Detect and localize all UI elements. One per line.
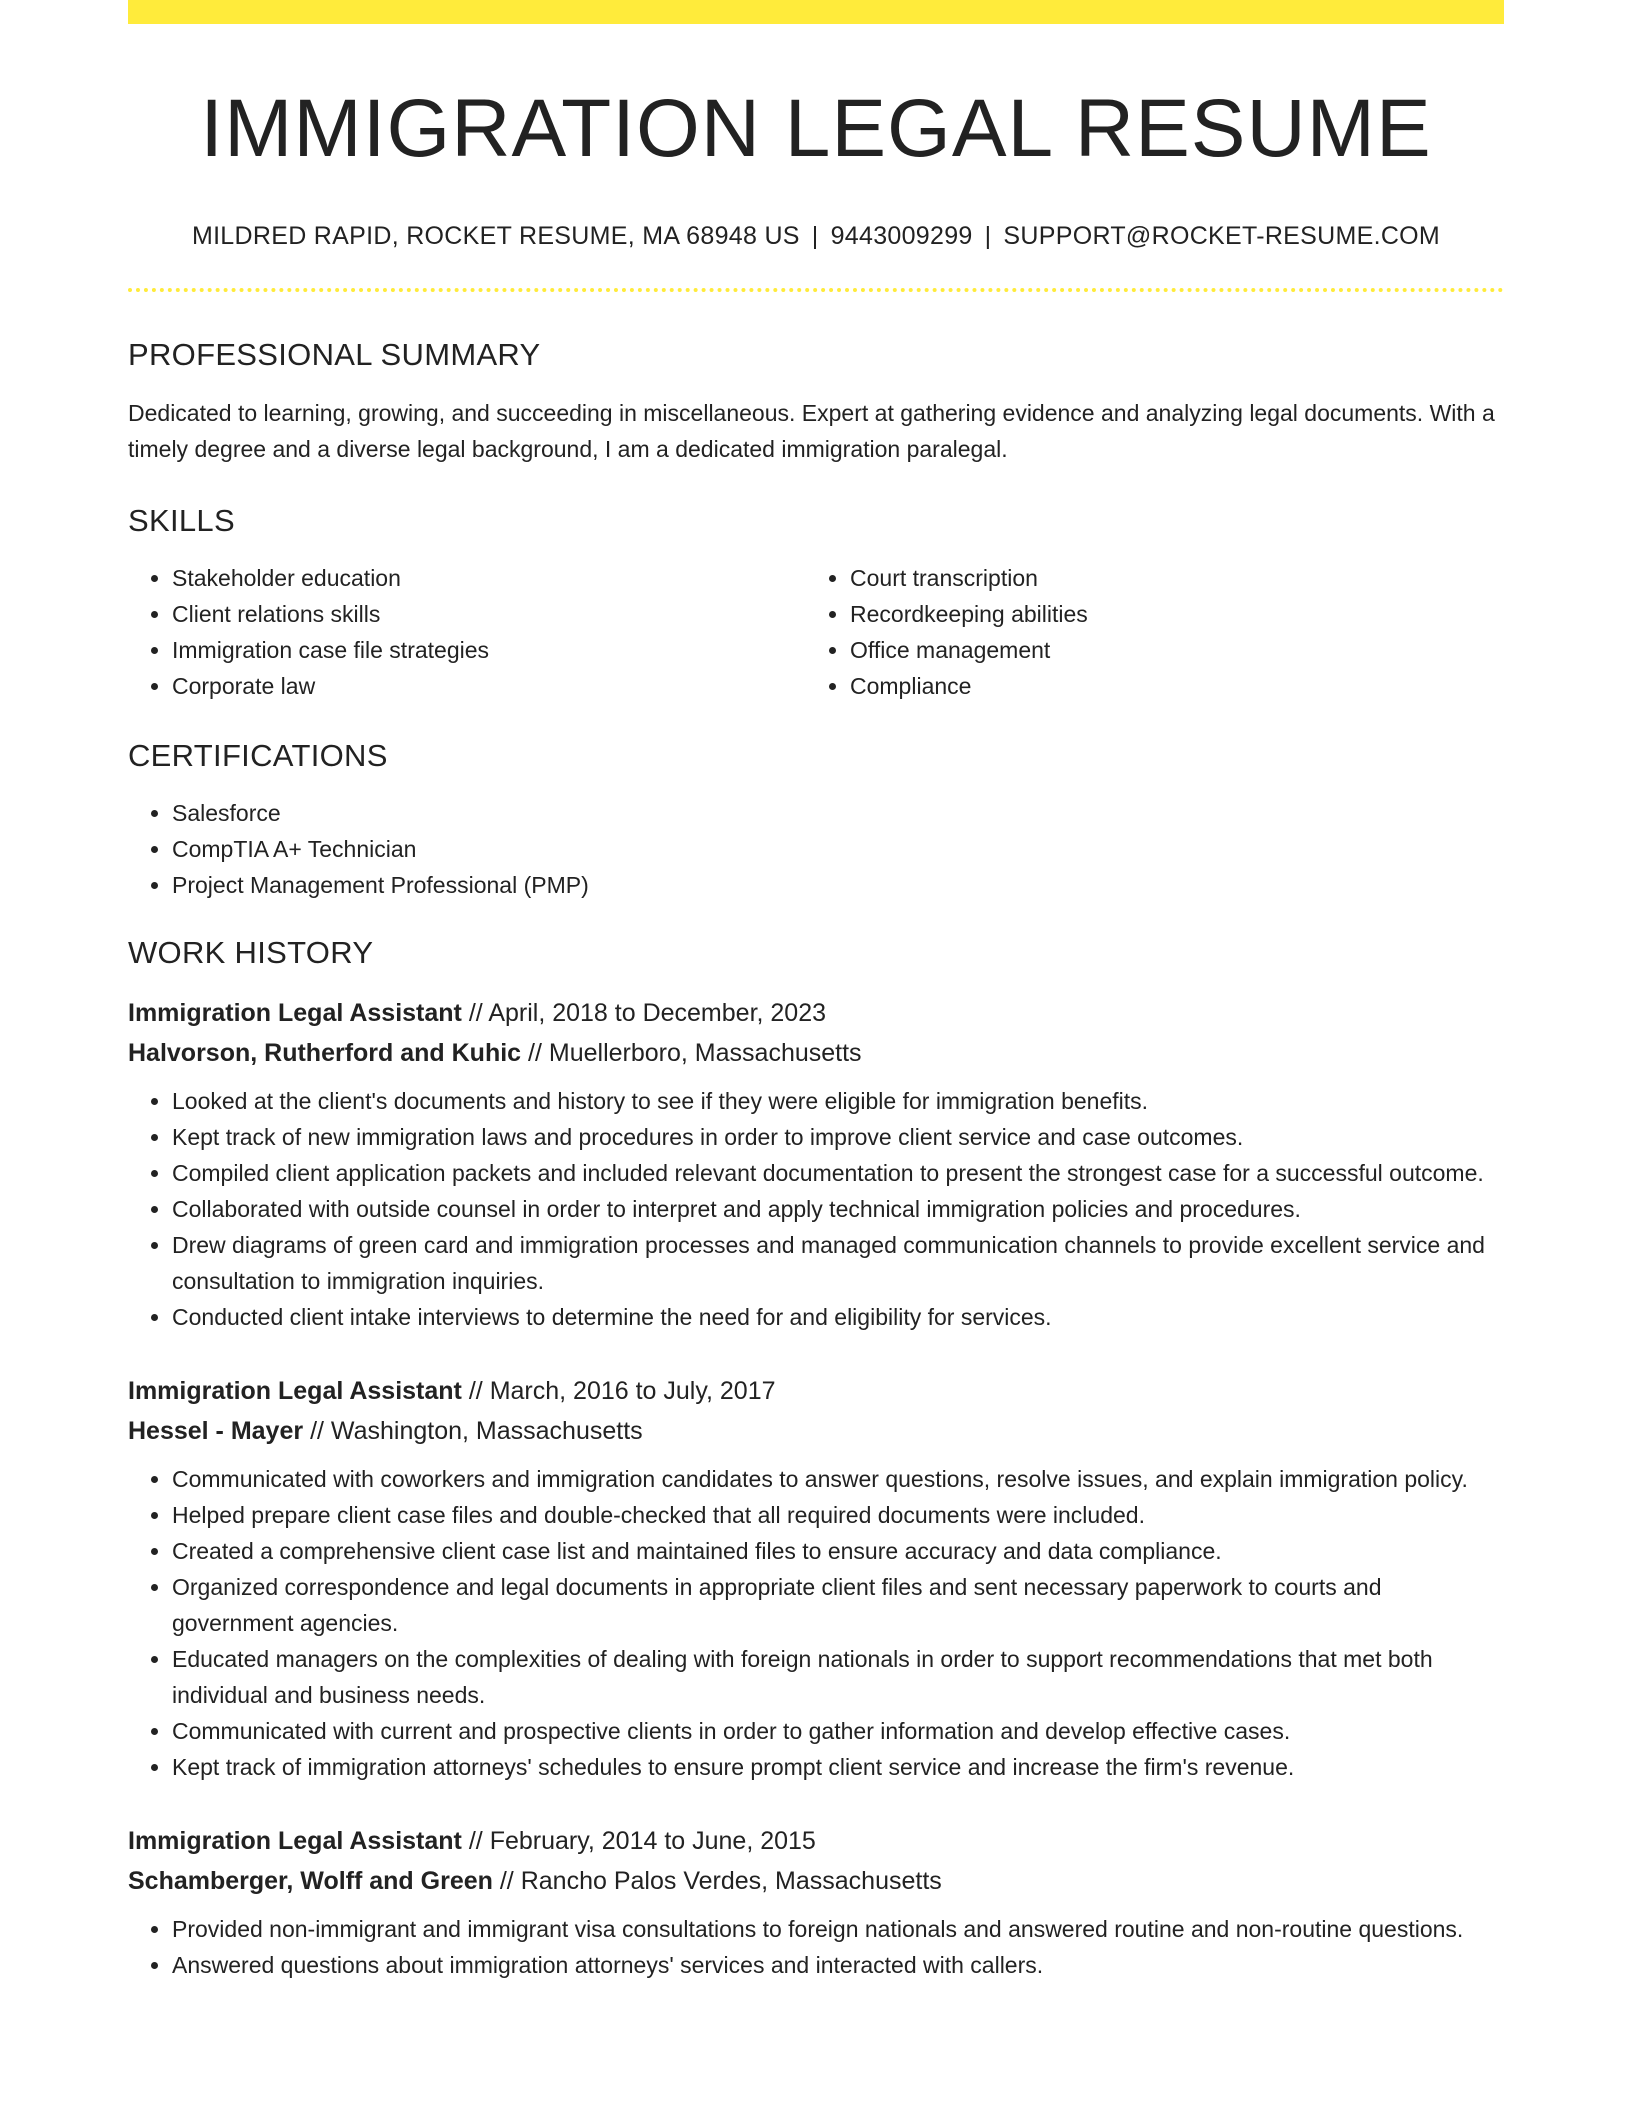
list-item: • CompTIA A+ Technician	[172, 831, 1504, 867]
job-dates: February, 2014 to June, 2015	[489, 1827, 816, 1856]
job-title-line	[128, 993, 1504, 1033]
list-item: • Client relations skills	[172, 596, 806, 632]
skills-list-left	[128, 560, 806, 704]
job-title-line	[128, 1371, 1504, 1411]
list-item: • Communicated with coworkers and immigration candidates to answer questions, resolve issues, and explain immigration policy.	[172, 1461, 1504, 1497]
job-entry	[128, 1821, 1504, 1983]
resume-page	[128, 0, 1504, 1983]
job-dates: April, 2018 to December, 2023	[488, 999, 827, 1028]
job-location: Washington, Massachusetts	[330, 1417, 643, 1446]
list-item: • Stakeholder education	[172, 560, 806, 596]
job-title: Immigration Legal Assistant	[128, 1377, 462, 1406]
summary-section	[128, 337, 1504, 467]
list-item: • Recordkeeping abilities	[850, 596, 1484, 632]
job-separator: //	[468, 1377, 483, 1406]
contact-separator: |	[811, 222, 819, 251]
job-company-line	[128, 1861, 1504, 1901]
list-item: • Collaborated with outside counsel in order to interpret and apply technical immigration policies and procedures.	[172, 1191, 1504, 1227]
section-heading-certifications: CERTIFICATIONS	[128, 738, 388, 774]
list-item: • Immigration case file strategies	[172, 632, 806, 668]
list-item: • Kept track of immigration attorneys' schedules to ensure prompt client service and increase the firm's revenue.	[172, 1749, 1504, 1785]
job-company: Hessel - Mayer	[128, 1417, 304, 1446]
list-item: • Educated managers on the complexities of dealing with foreign nationals in order to support recommendations that met both individual and business needs.	[172, 1641, 1504, 1713]
job-company: Schamberger, Wolff and Green	[128, 1867, 493, 1896]
list-item: • Created a comprehensive client case list and maintained files to ensure accuracy and data compliance.	[172, 1533, 1504, 1569]
job-separator: //	[468, 999, 483, 1028]
job-company-line	[128, 1411, 1504, 1451]
list-item: • Organized correspondence and legal documents in appropriate client files and sent necessary paperwork to courts and government agencies.	[172, 1569, 1504, 1641]
job-location: Rancho Palos Verdes, Massachusetts	[520, 1867, 942, 1896]
job-title-line	[128, 1821, 1504, 1861]
job-bullets	[128, 1911, 1504, 1983]
job-company-line	[128, 1033, 1504, 1073]
resume-title: IMMIGRATION LEGAL RESUME	[200, 83, 1432, 174]
list-item: • Corporate law	[172, 668, 806, 704]
list-item: • Compliance	[850, 668, 1484, 704]
certifications-section	[128, 738, 1504, 903]
skills-grid	[128, 560, 1504, 704]
work-history-section	[128, 935, 1504, 1983]
section-heading-summary: PROFESSIONAL SUMMARY	[128, 337, 541, 373]
list-item: • Court transcription	[850, 560, 1484, 596]
job-company: Halvorson, Rutherford and Kuhic	[128, 1039, 522, 1068]
job-dates: March, 2016 to July, 2017	[489, 1377, 776, 1406]
list-item: • Conducted client intake interviews to determine the need for and eligibility for services.	[172, 1299, 1504, 1335]
list-item: • Kept track of new immigration laws and procedures in order to improve client service and case outcomes.	[172, 1119, 1504, 1155]
job-title: Immigration Legal Assistant	[128, 1827, 462, 1856]
list-item: • Office management	[850, 632, 1484, 668]
job-bullets	[128, 1083, 1504, 1335]
contact-separator: |	[984, 222, 992, 251]
top-accent-bar	[128, 0, 1504, 24]
job-separator: //	[528, 1039, 542, 1068]
job-location: Muellerboro, Massachusetts	[548, 1039, 862, 1068]
section-heading-work-history: WORK HISTORY	[128, 935, 374, 971]
job-bullets	[128, 1461, 1504, 1785]
contact-email: SUPPORT@ROCKET-RESUME.COM	[1003, 222, 1441, 251]
skills-list-right	[806, 560, 1484, 704]
job-entry	[128, 1371, 1504, 1785]
contact-address: MILDRED RAPID, ROCKET RESUME, MA 68948 US	[191, 222, 800, 251]
list-item: • Answered questions about immigration attorneys' services and interacted with callers.	[172, 1947, 1504, 1983]
contact-line	[128, 222, 1504, 251]
job-title: Immigration Legal Assistant	[128, 999, 462, 1028]
job-separator: //	[310, 1417, 324, 1446]
skills-section	[128, 503, 1504, 704]
list-item: • Provided non-immigrant and immigrant visa consultations to foreign nationals and answered routine and non-routine questions.	[172, 1911, 1504, 1947]
jobs-container	[128, 993, 1504, 1983]
header-divider	[128, 288, 1504, 292]
list-item: • Helped prepare client case files and double-checked that all required documents were included.	[172, 1497, 1504, 1533]
list-item: • Salesforce	[172, 795, 1504, 831]
list-item: • Looked at the client's documents and history to see if they were eligible for immigration benefits.	[172, 1083, 1504, 1119]
list-item: • Project Management Professional (PMP)	[172, 867, 1504, 903]
job-separator: //	[468, 1827, 483, 1856]
list-item: • Drew diagrams of green card and immigration processes and managed communication channels to provide excellent service and consultation to immigration inquiries.	[172, 1227, 1504, 1299]
section-heading-skills: SKILLS	[128, 503, 235, 539]
summary-text: Dedicated to learning, growing, and succeeding in miscellaneous. Expert at gathering evidence and analyzing legal documents. With a timely degree and a diverse legal background, I am a dedicated immigration paralegal.	[128, 400, 1495, 463]
job-separator: //	[499, 1867, 514, 1896]
certifications-list	[128, 795, 1504, 903]
list-item: • Compiled client application packets and included relevant documentation to present the strongest case for a successful outcome.	[172, 1155, 1504, 1191]
contact-phone: 9443009299	[830, 222, 973, 251]
list-item: • Communicated with current and prospective clients in order to gather information and develop effective cases.	[172, 1713, 1504, 1749]
job-entry	[128, 993, 1504, 1335]
